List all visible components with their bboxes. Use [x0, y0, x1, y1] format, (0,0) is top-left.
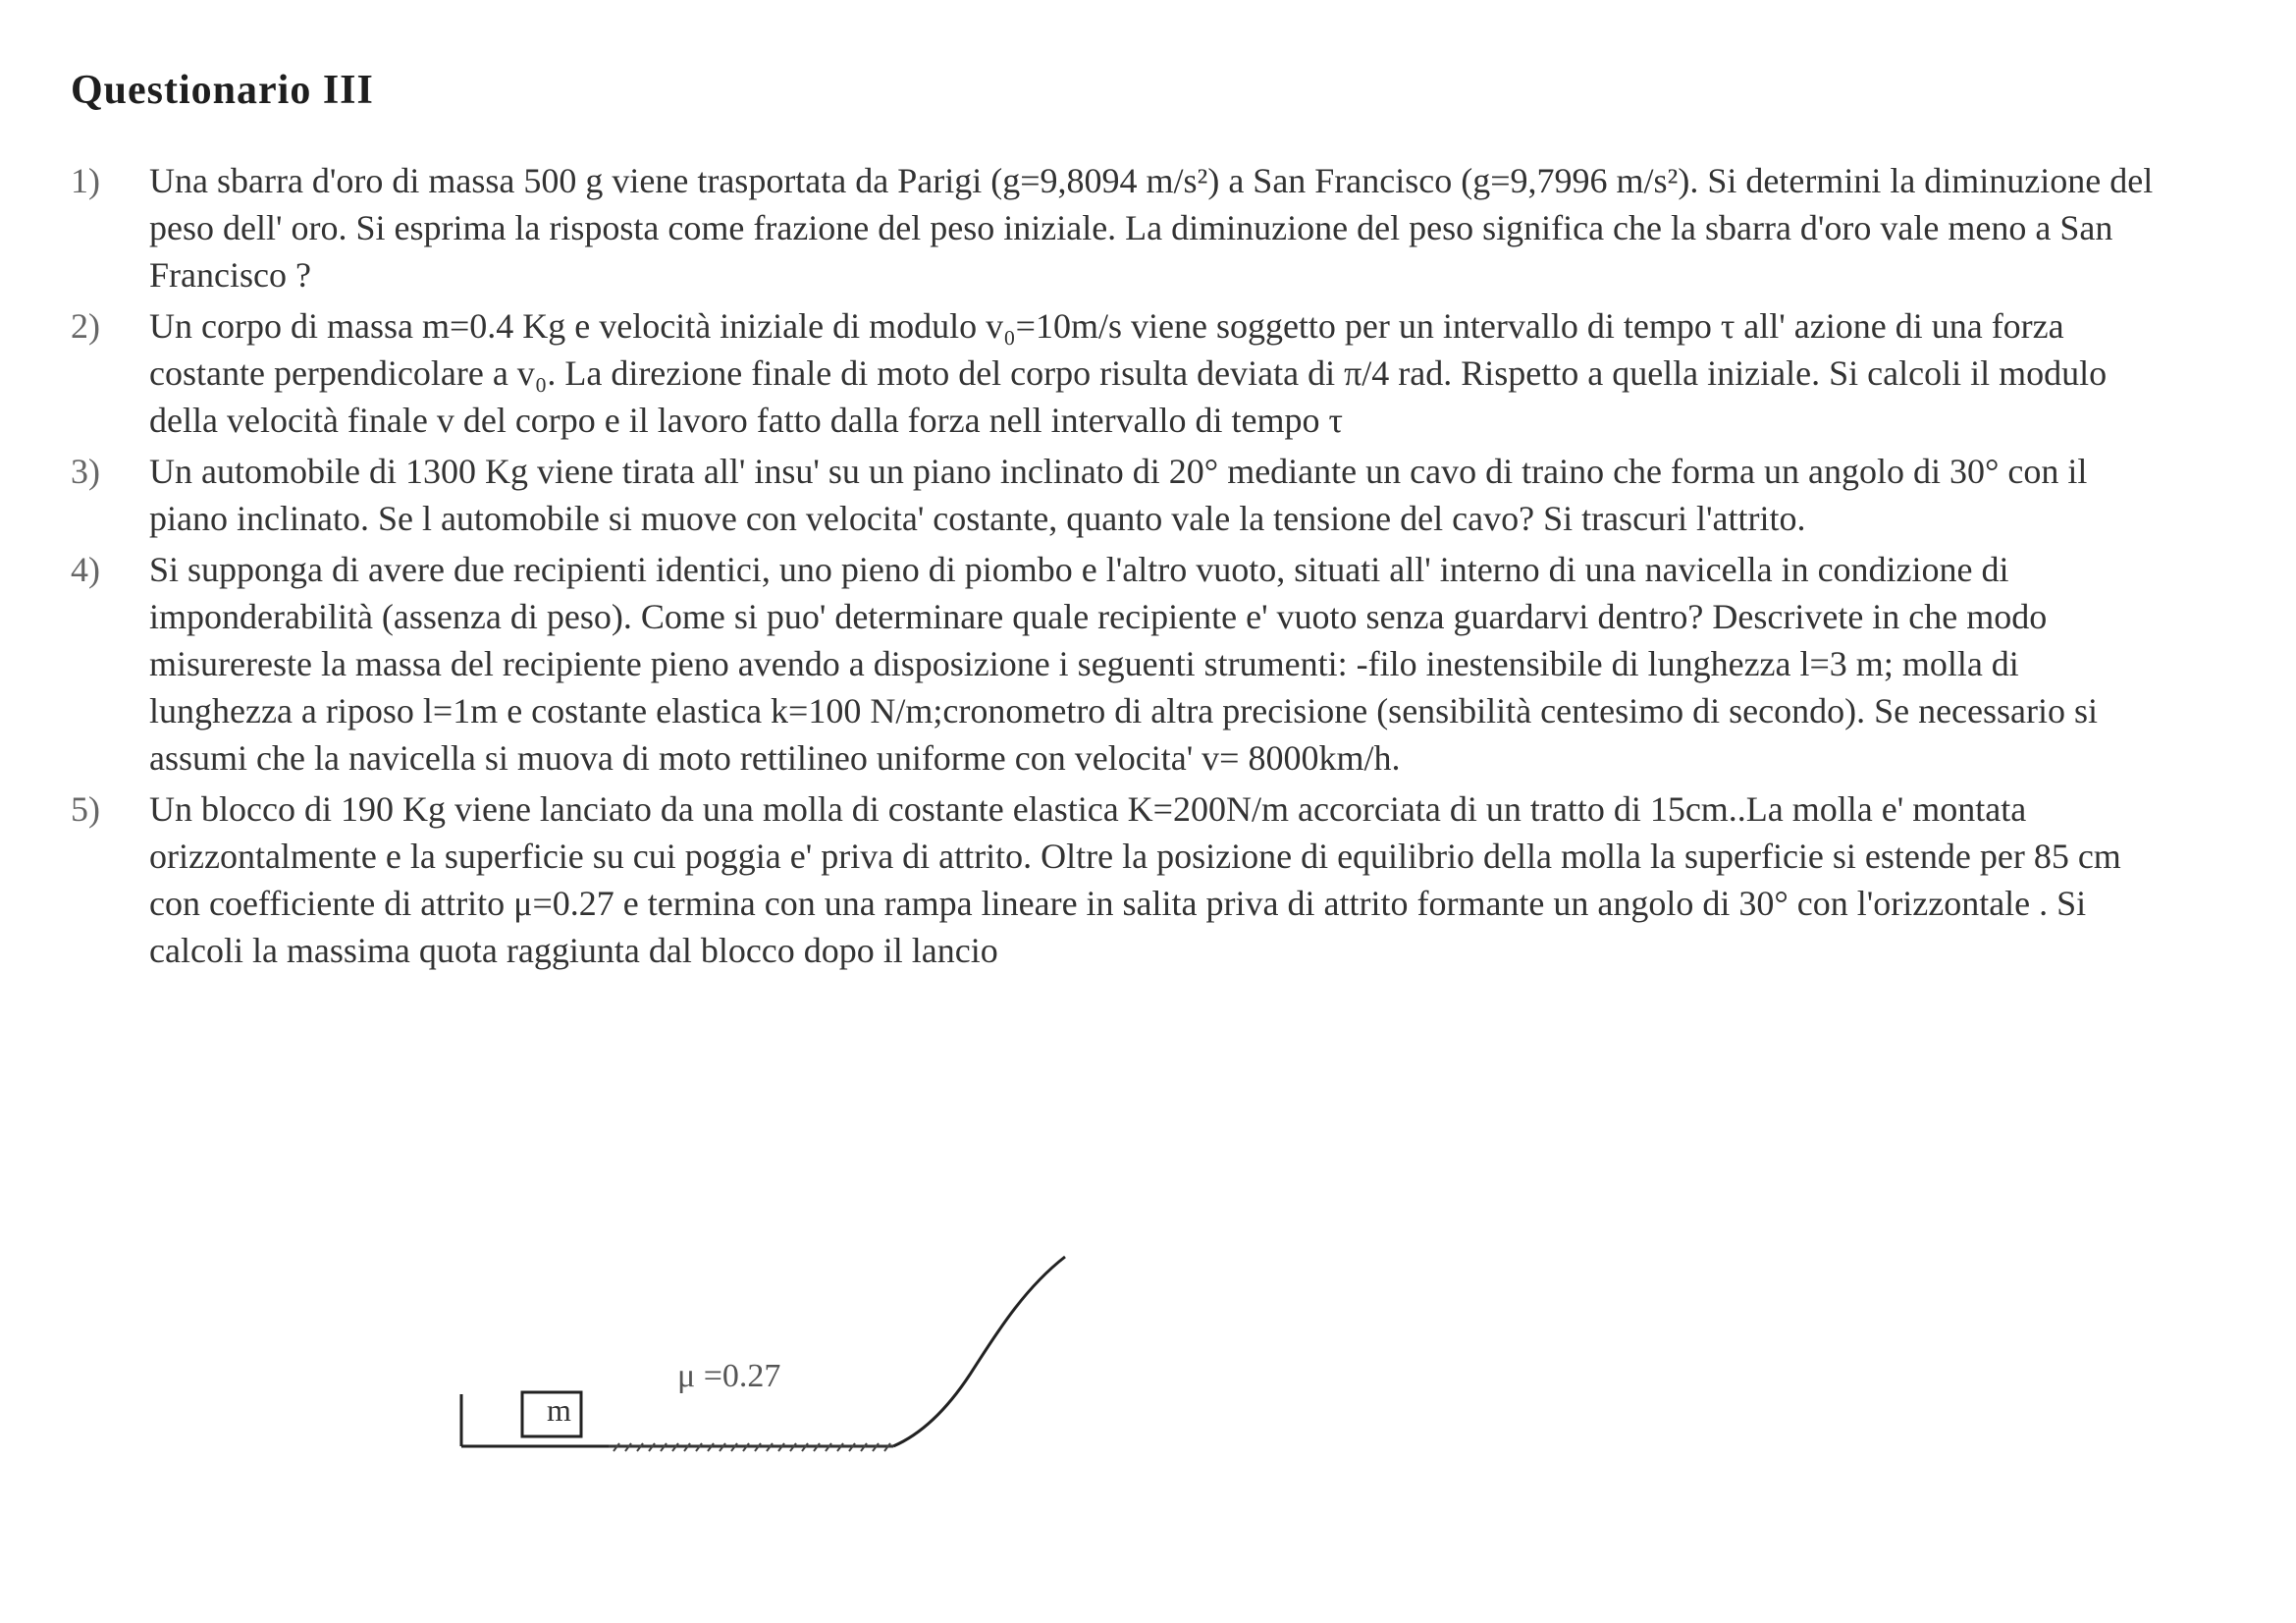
friction-strip — [609, 1443, 893, 1451]
problem-1 — [71, 157, 2162, 298]
problem-text: Un automobile di 1300 Kg viene tirata all' insu' su un piano inclinato di 20° mediante un cavo di traino che forma un angolo di 30° con il piano inclinato. Se l automobile si muove con velocita' costante, quanto vale la tensione del cavo? Si trascuri l'attrito. — [149, 452, 2088, 538]
problem-text: Si supponga di avere due recipienti identici, uno pieno di piombo e l'altro vuoto, situati all' interno di una navicella in condizione di imponderabilità (assenza di peso). Come si puo' determinare quale recipiente e' vuoto senza guardarvi dentro? Descrivete in che modo misurereste la massa del recipiente pieno avendo a disposizione i seguenti strumenti: -filo inestensibile di lunghezza l=3 m; molla di lunghezza a riposo l=1m e costante elastica k=100 N/m;cronometro di altra precisione (sensibilità centesimo di secondo). Se necessario si assumi che la navicella si muova di moto rettilineo uniforme con velocita' v= 8000km/h. — [149, 550, 2099, 778]
problem-text: Una sbarra d'oro di massa 500 g viene trasportata da Parigi (g=9,8094 m/s²) a San Francisco (g=9,7996 m/s²). Si determini la diminuzione del peso dell' oro. Si esprima la risposta come frazione del peso iniziale. La diminuzione del peso significa che la sbarra d'oro vale meno a San Francisco ? — [149, 161, 2154, 295]
problem-number: 2) — [71, 306, 100, 346]
problem-number: 3) — [71, 452, 100, 491]
page-title: Questionario III — [71, 68, 374, 113]
problem-5 — [71, 785, 2162, 974]
problem-list — [71, 157, 2162, 974]
problem-number: 5) — [71, 789, 100, 829]
friction-coefficient-label: μ =0.27 — [677, 1358, 781, 1394]
wall-and-floor — [461, 1394, 609, 1446]
block-mass-label: m — [547, 1392, 571, 1428]
problem-4 — [71, 546, 2162, 782]
problem-2 — [71, 302, 2162, 444]
ramp-line — [893, 1257, 1065, 1446]
problem-number: 1) — [71, 161, 100, 200]
problem-3 — [71, 448, 2162, 542]
problem-number: 4) — [71, 550, 100, 589]
problem-text: Un blocco di 190 Kg viene lanciato da una molla di costante elastica K=200N/m accorciata di un tratto di 15cm..La molla e' montata orizzontalmente e la superficie su cui poggia e' priva di attrito. Oltre la posizione di equilibrio della molla la superficie si estende per 85 cm con coefficiente di attrito μ=0.27 e termina con una rampa lineare in salita priva di attrito formante un angolo di 30° con l'orizzontale . Si calcoli la massima quota raggiunta dal blocco dopo il lancio — [149, 789, 2121, 970]
problem-text: Un corpo di massa m=0.4 Kg e velocità iniziale di modulo v₀=10m/s viene soggetto per un intervallo di tempo τ all' azione di una forza costante perpendicolare a v₀. La direzione finale di moto del corpo risulta deviata di π/4 rad. Rispetto a quella iniziale. Si calcoli il modulo della velocità finale v del corpo e il lavoro fatto dalla forza nell intervallo di tempo τ — [149, 306, 2108, 440]
